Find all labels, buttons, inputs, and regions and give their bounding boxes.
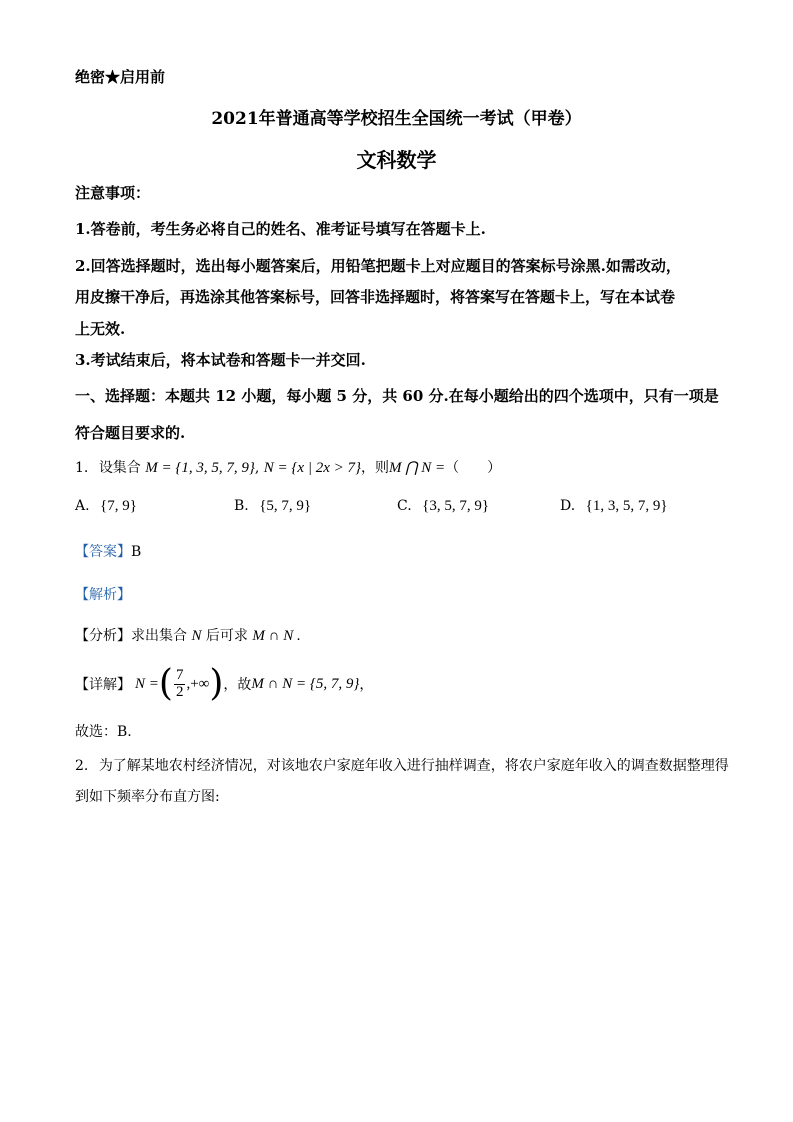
question-text-2: ，则 [360, 460, 389, 476]
option-letter: C. [397, 498, 412, 514]
fenxi-set-n: N [191, 628, 202, 644]
fraction [174, 668, 186, 701]
subject-title: 文科数学 [356, 148, 437, 172]
option-c [397, 498, 489, 515]
note-item-1: 1.答卷前，考生务必将自己的姓名、准考证号填写在答题卡上. [75, 220, 486, 238]
infinity-bound: ,+∞ [186, 675, 210, 692]
option-a [75, 498, 137, 515]
notes-heading: 注意事项： [75, 184, 151, 202]
answer-parentheses: （ ） [445, 460, 502, 476]
confidential-label: 绝密★启用前 [75, 68, 166, 86]
note-item-2-line-2: 用皮擦干净后，再选涂其他答案标号，回答非选择题时，将答案写在答题卡上，写在本试卷 [75, 288, 676, 306]
fenxi-text: 求出集合 [131, 628, 187, 644]
note-item-2-line-1: 2.回答选择题时，选出每小题答案后，用铅笔把题卡上对应题目的答案标号涂黑.如需改动， [75, 257, 681, 275]
section-heading-line-1: 一、选择题：本题共 12 小题，每小题 5 分，共 60 分.在每小题给出的四个选项中，只有一项是 [75, 387, 719, 405]
option-value: {1, 3, 5, 7, 9} [585, 498, 668, 514]
note-item-3: 3.考试结束后，将本试卷和答题卡一并交回. [75, 351, 366, 369]
detail-line [75, 662, 373, 706]
option-value: {7, 9} [100, 498, 137, 514]
detail-label: 【详解】 [75, 677, 131, 693]
detail-result: M ∩ N = {5, 7, 9} [251, 675, 360, 692]
question-2-line-2: 到如下频率分布直方图: [75, 789, 220, 805]
answer-value: B [131, 544, 142, 560]
option-b [234, 498, 311, 515]
answer-line [75, 541, 141, 561]
choose-line: 故选：B. [75, 724, 132, 740]
option-letter: A. [75, 498, 90, 514]
section-heading-line-2: 符合题目要求的. [75, 424, 186, 442]
fenxi-label: 【分析】 [75, 628, 131, 644]
detail-end: ， [359, 677, 374, 693]
fenxi-expression: M ∩ N . [252, 628, 301, 644]
option-d [560, 498, 668, 515]
option-letter: D. [560, 498, 576, 514]
detail-text: ，故 [223, 677, 252, 693]
question-2-line-1 [75, 755, 729, 775]
left-paren: ( [158, 663, 173, 704]
answer-label: 【答案】 [75, 544, 131, 560]
question-1: 1. 设集合 M = {1, 3, 5, 7, 9}, N = {x | 2x > 7}，则M ⋂ N =（ ） [75, 460, 502, 476]
fraction-denominator: 2 [175, 683, 184, 700]
question-number: 2. [75, 758, 89, 774]
option-value: {3, 5, 7, 9} [422, 498, 490, 514]
question-number: 1. [75, 460, 89, 476]
fenxi-text-2: 后可求 [205, 628, 248, 644]
right-paren: ) [209, 663, 224, 704]
detail-set-n: N = [135, 675, 159, 692]
set-n: N = {x | 2x > 7} [263, 460, 361, 476]
question-text: 设集合 [98, 460, 141, 476]
analysis-label: 【解析】 [75, 587, 131, 603]
fraction-numerator: 7 [175, 666, 184, 683]
option-value: {5, 7, 9} [259, 498, 312, 514]
exam-title: 2021年普通高等学校招生全国统一考试（甲卷） [211, 109, 582, 129]
intersection-expression: M ⋂ N = [388, 460, 446, 476]
fenxi-line [75, 625, 301, 645]
option-letter: B. [234, 498, 249, 514]
note-item-2-line-3: 上无效. [75, 320, 126, 338]
question-text: 为了解某地农村经济情况，对该地农户家庭年收入进行抽样调查，将农户家庭年收入的调查数据整理得 [98, 758, 729, 774]
set-m: M = {1, 3, 5, 7, 9} [145, 460, 255, 476]
